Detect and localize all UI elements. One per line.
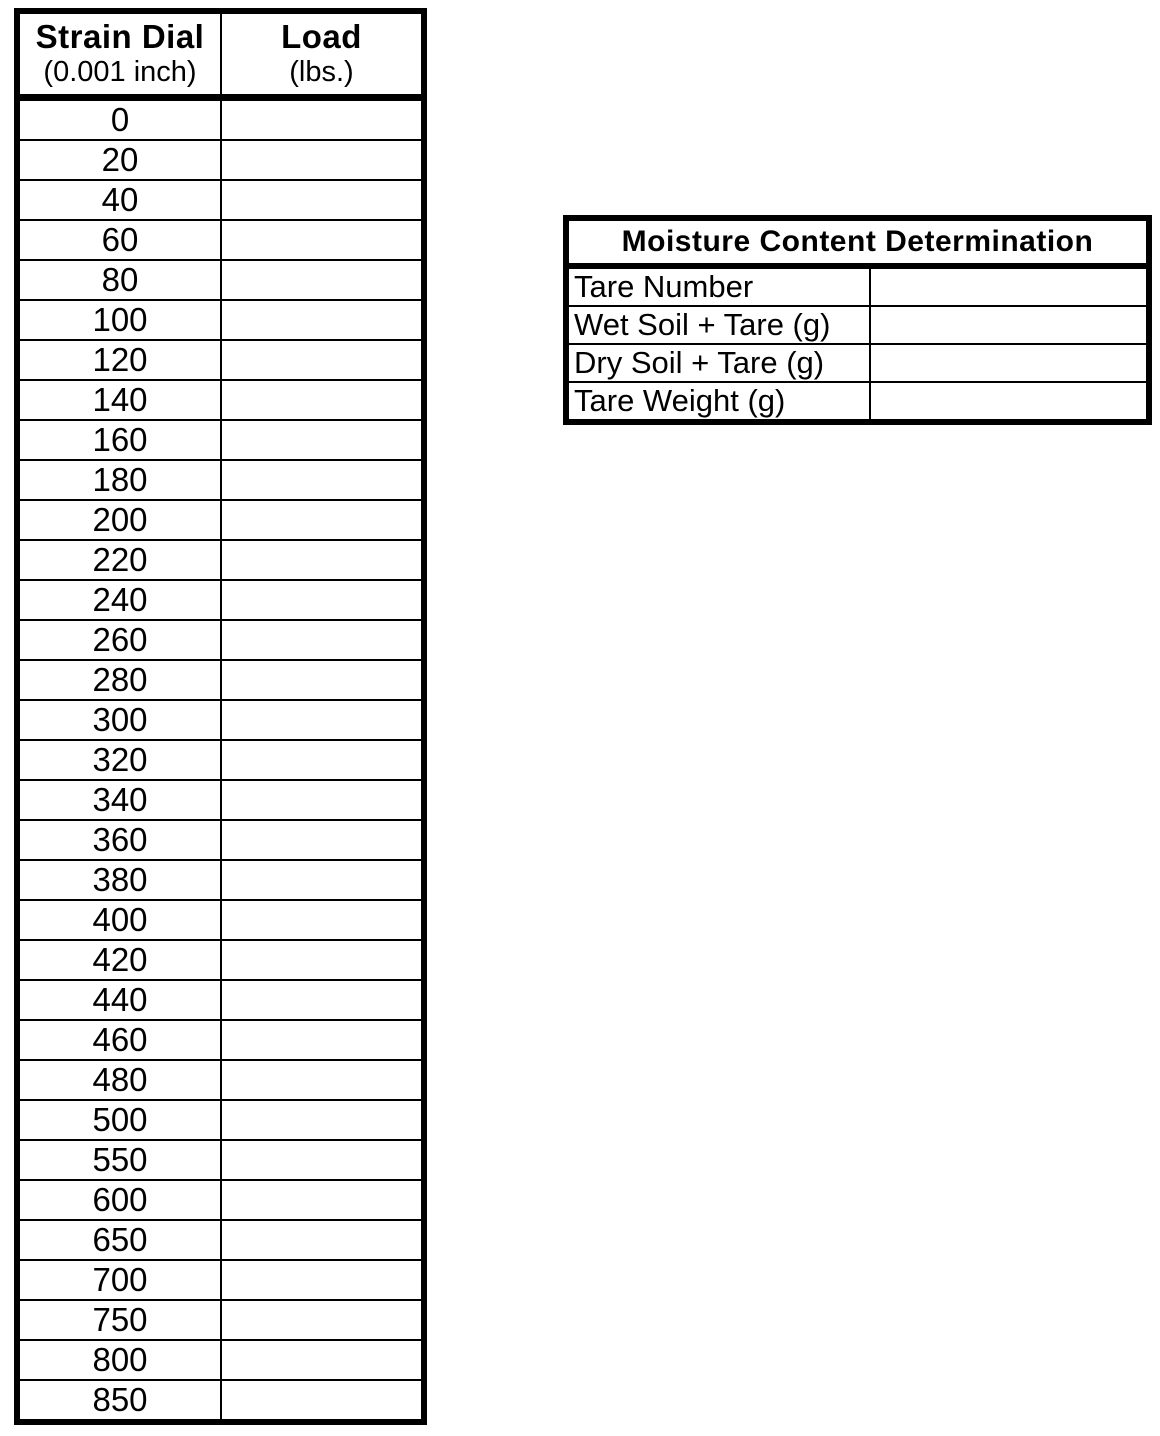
moisture-table-row — [566, 306, 1149, 344]
load-value-cell — [221, 500, 424, 540]
load-header-units: (lbs.) — [289, 55, 354, 88]
strain-table-body — [17, 98, 424, 1423]
moisture-row-label: Wet Soil + Tare (g) — [566, 306, 870, 344]
moisture-row-label: Tare Weight (g) — [566, 382, 870, 422]
moisture-table-header — [566, 218, 1149, 266]
strain-dial-value-cell: 280 — [17, 660, 221, 700]
strain-table-row — [17, 1180, 424, 1220]
strain-table-row — [17, 580, 424, 620]
strain-dial-value-cell: 180 — [17, 460, 221, 500]
strain-dial-value-cell: 500 — [17, 1100, 221, 1140]
load-value-cell — [221, 620, 424, 660]
strain-table-row — [17, 1100, 424, 1140]
load-value-cell — [221, 1180, 424, 1220]
strain-table-row — [17, 940, 424, 980]
strain-table-row — [17, 300, 424, 340]
strain-table-row — [17, 420, 424, 460]
strain-dial-value-cell: 340 — [17, 780, 221, 820]
strain-dial-value-cell: 550 — [17, 1140, 221, 1180]
strain-table-row — [17, 98, 424, 141]
strain-table-row — [17, 1340, 424, 1380]
strain-table-row — [17, 500, 424, 540]
load-value-cell — [221, 580, 424, 620]
strain-table-row — [17, 900, 424, 940]
moisture-row-label: Dry Soil + Tare (g) — [566, 344, 870, 382]
strain-table-row — [17, 660, 424, 700]
load-value-cell — [221, 1220, 424, 1260]
load-header-label: Load — [281, 17, 362, 55]
load-value-cell — [221, 260, 424, 300]
strain-table-row — [17, 700, 424, 740]
load-value-cell — [221, 1300, 424, 1340]
load-value-cell — [221, 860, 424, 900]
moisture-table-row — [566, 344, 1149, 382]
load-value-cell — [221, 300, 424, 340]
load-value-cell — [221, 660, 424, 700]
load-value-cell — [221, 1260, 424, 1300]
strain-dial-value-cell: 300 — [17, 700, 221, 740]
strain-load-table — [14, 8, 427, 1425]
load-value-cell — [221, 1020, 424, 1060]
load-value-cell — [221, 180, 424, 220]
strain-dial-value-cell: 360 — [17, 820, 221, 860]
load-value-cell — [221, 900, 424, 940]
strain-table-row — [17, 1220, 424, 1260]
strain-dial-value-cell: 40 — [17, 180, 221, 220]
load-header-cell — [221, 11, 424, 98]
load-value-cell — [221, 740, 424, 780]
strain-table-row — [17, 1140, 424, 1180]
strain-table-row — [17, 380, 424, 420]
strain-table-row — [17, 820, 424, 860]
strain-table-row — [17, 620, 424, 660]
load-value-cell — [221, 420, 424, 460]
moisture-table-title: Moisture Content Determination — [566, 218, 1149, 266]
strain-dial-header-units: (0.001 inch) — [43, 55, 197, 88]
moisture-table-header-row — [566, 218, 1149, 266]
strain-dial-value-cell: 120 — [17, 340, 221, 380]
strain-table-row — [17, 1260, 424, 1300]
strain-table-row — [17, 540, 424, 580]
strain-table-row — [17, 140, 424, 180]
load-value-cell — [221, 220, 424, 260]
strain-table-header-row — [17, 11, 424, 98]
strain-dial-value-cell: 850 — [17, 1380, 221, 1422]
strain-table-row — [17, 340, 424, 380]
load-value-cell — [221, 98, 424, 141]
strain-dial-value-cell: 380 — [17, 860, 221, 900]
strain-dial-value-cell: 200 — [17, 500, 221, 540]
strain-dial-value-cell: 400 — [17, 900, 221, 940]
strain-table-row — [17, 1060, 424, 1100]
strain-dial-header-cell — [17, 11, 221, 98]
strain-dial-value-cell: 80 — [17, 260, 221, 300]
strain-dial-value-cell: 800 — [17, 1340, 221, 1380]
strain-table-row — [17, 1380, 424, 1422]
load-value-cell — [221, 460, 424, 500]
strain-dial-value-cell: 650 — [17, 1220, 221, 1260]
strain-table-row — [17, 740, 424, 780]
load-value-cell — [221, 1060, 424, 1100]
strain-dial-value-cell: 460 — [17, 1020, 221, 1060]
load-value-cell — [221, 980, 424, 1020]
strain-table-row — [17, 860, 424, 900]
strain-dial-value-cell: 600 — [17, 1180, 221, 1220]
strain-dial-value-cell: 140 — [17, 380, 221, 420]
strain-dial-value-cell: 750 — [17, 1300, 221, 1340]
moisture-content-table — [563, 215, 1152, 425]
strain-dial-value-cell: 440 — [17, 980, 221, 1020]
strain-dial-value-cell: 160 — [17, 420, 221, 460]
strain-dial-value-cell: 420 — [17, 940, 221, 980]
strain-dial-value-cell: 700 — [17, 1260, 221, 1300]
strain-dial-value-cell: 20 — [17, 140, 221, 180]
strain-table-row — [17, 180, 424, 220]
load-value-cell — [221, 1340, 424, 1380]
strain-table-row — [17, 260, 424, 300]
strain-dial-value-cell: 260 — [17, 620, 221, 660]
moisture-row-value — [870, 344, 1149, 382]
load-value-cell — [221, 380, 424, 420]
strain-table-header — [17, 11, 424, 98]
strain-table-row — [17, 980, 424, 1020]
strain-dial-value-cell: 100 — [17, 300, 221, 340]
strain-dial-value-cell: 60 — [17, 220, 221, 260]
strain-table-row — [17, 780, 424, 820]
moisture-row-value — [870, 306, 1149, 344]
moisture-row-label: Tare Number — [566, 266, 870, 306]
load-value-cell — [221, 940, 424, 980]
load-value-cell — [221, 1380, 424, 1422]
load-value-cell — [221, 780, 424, 820]
strain-table-row — [17, 1020, 424, 1060]
load-value-cell — [221, 1140, 424, 1180]
strain-dial-value-cell: 220 — [17, 540, 221, 580]
moisture-row-value — [870, 266, 1149, 306]
strain-dial-header-label: Strain Dial — [35, 17, 205, 55]
moisture-table-body — [566, 266, 1149, 422]
strain-dial-value-cell: 0 — [17, 98, 221, 141]
strain-table-row — [17, 1300, 424, 1340]
strain-table-row — [17, 220, 424, 260]
strain-table-row — [17, 460, 424, 500]
load-value-cell — [221, 340, 424, 380]
strain-dial-value-cell: 240 — [17, 580, 221, 620]
moisture-row-value — [870, 382, 1149, 422]
load-value-cell — [221, 540, 424, 580]
moisture-table-row — [566, 266, 1149, 306]
load-value-cell — [221, 140, 424, 180]
load-value-cell — [221, 700, 424, 740]
load-value-cell — [221, 820, 424, 860]
strain-dial-value-cell: 320 — [17, 740, 221, 780]
strain-dial-value-cell: 480 — [17, 1060, 221, 1100]
moisture-table-row — [566, 382, 1149, 422]
load-value-cell — [221, 1100, 424, 1140]
